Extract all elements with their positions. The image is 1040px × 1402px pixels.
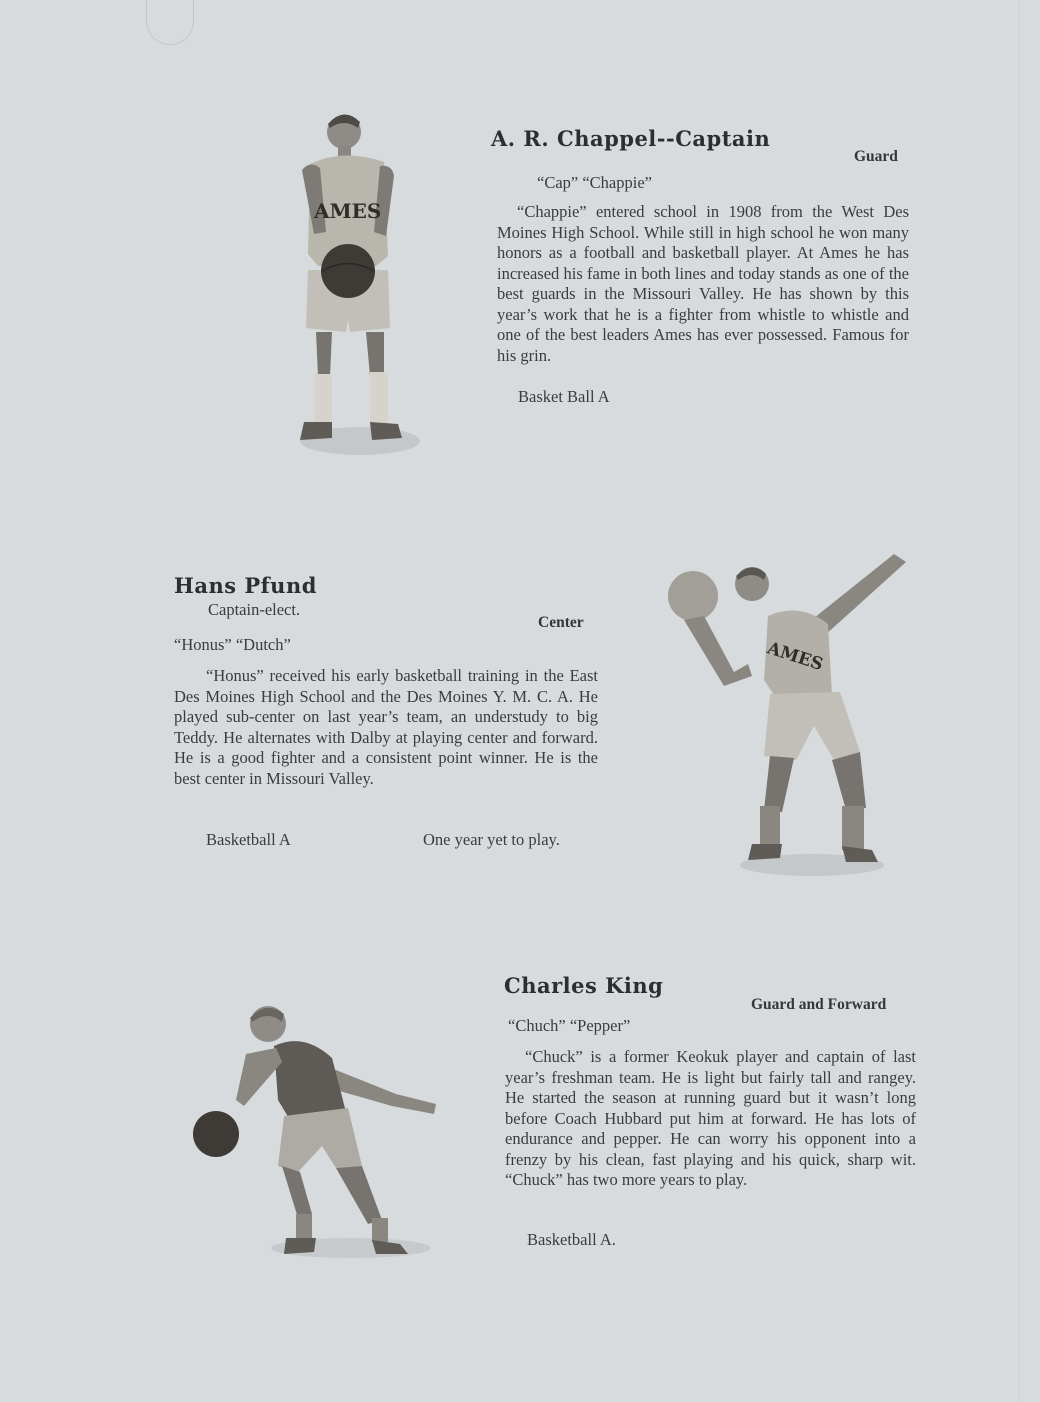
player-name-king: Charles King xyxy=(504,973,664,998)
position-king: Guard and Forward xyxy=(751,996,887,1013)
page-corner-mark xyxy=(146,0,194,45)
bio-king: “Chuck” is a former Keokuk player and captain of last year’s freshman team. He is light but fairly tall and rangey. He started the season at running guard but it wasn’t long before Coach Hubbard put him at forward. He has lots of endurance and pepper. He can worry his opponent into a frenzy by his clean, fast playing and his quick, sharp wit. “Chuck” has two more years to play. xyxy=(505,1047,916,1189)
page-binding-edge xyxy=(1019,0,1020,1402)
jersey-text-chappel: AMES xyxy=(314,199,382,223)
nicknames-king: “Chuch” “Pepper” xyxy=(508,1016,631,1035)
bio-chappel: “Chappie” entered school in 1908 from the West Des Moines High School. While still in high school he won many honors as a football and basketball player. At Ames he has increased his fame in both lines and today stands as one of the best guards in the Missouri Valley. He has shown by this year’s work that he is a fighter from whistle to whistle and one of the best leaders Ames has ever possessed. Famous for his grin. xyxy=(497,202,909,365)
photo-king xyxy=(186,996,446,1266)
player-name-pfund: Hans Pfund xyxy=(174,573,317,598)
nicknames-pfund: “Honus” “Dutch” xyxy=(174,635,291,654)
photo-pfund xyxy=(664,540,914,880)
position-pfund: Center xyxy=(538,614,584,631)
letter-pfund: Basketball A xyxy=(206,830,291,849)
nicknames-chappel: “Cap” “Chappie” xyxy=(537,173,652,192)
letter-king: Basketball A. xyxy=(527,1230,616,1249)
jersey-text-pfund: AMES xyxy=(764,638,826,676)
subtitle-pfund: Captain-elect. xyxy=(208,600,301,619)
letter-chappel: Basket Ball A xyxy=(518,387,610,406)
photo-chappel xyxy=(288,106,428,458)
bio-pfund: “Honus” received his early basketball training in the East Des Moines High School and the Des Moines Y. M. C. A. He played sub-center on last year’s team, an understudy to big Teddy. He alternates with Dalby at playing center and forward. He is a good fighter and a consistent point winner. He is the best center in Missouri Valley. xyxy=(174,666,598,788)
player-name-chappel: A. R. Chappel--Captain xyxy=(491,126,771,151)
position-chappel: Guard xyxy=(854,148,898,165)
note-pfund: One year yet to play. xyxy=(423,830,560,849)
